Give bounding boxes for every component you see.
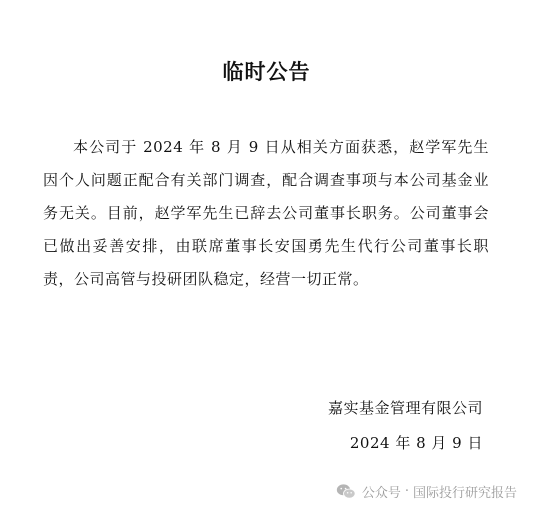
watermark-account: 国际投行研究报告 [412, 485, 517, 501]
notice-title: 临时公告 [222, 60, 311, 84]
watermark [336, 480, 517, 502]
notice-body: 本公司于 2024 年 8 月 9 日从相关方面获悉，赵学军先生因个人问题正配合有关部门调查，配合调查事项与本公司基金业务无关。目前，赵学军先生已辞去公司董事长职务。公司董事会已做出妥善安排，由联席董事长安国勇先生代行公司董事长职责，公司高管与投研团队稳定，经营一切正常。 [43, 138, 489, 288]
wechat-icon [336, 483, 356, 500]
watermark-source: 公众号 [361, 485, 401, 501]
watermark-separator: · [404, 483, 409, 499]
signature-date: 2024 年 8 月 9 日 [349, 434, 483, 452]
signature-company: 嘉实基金管理有限公司 [327, 399, 483, 417]
